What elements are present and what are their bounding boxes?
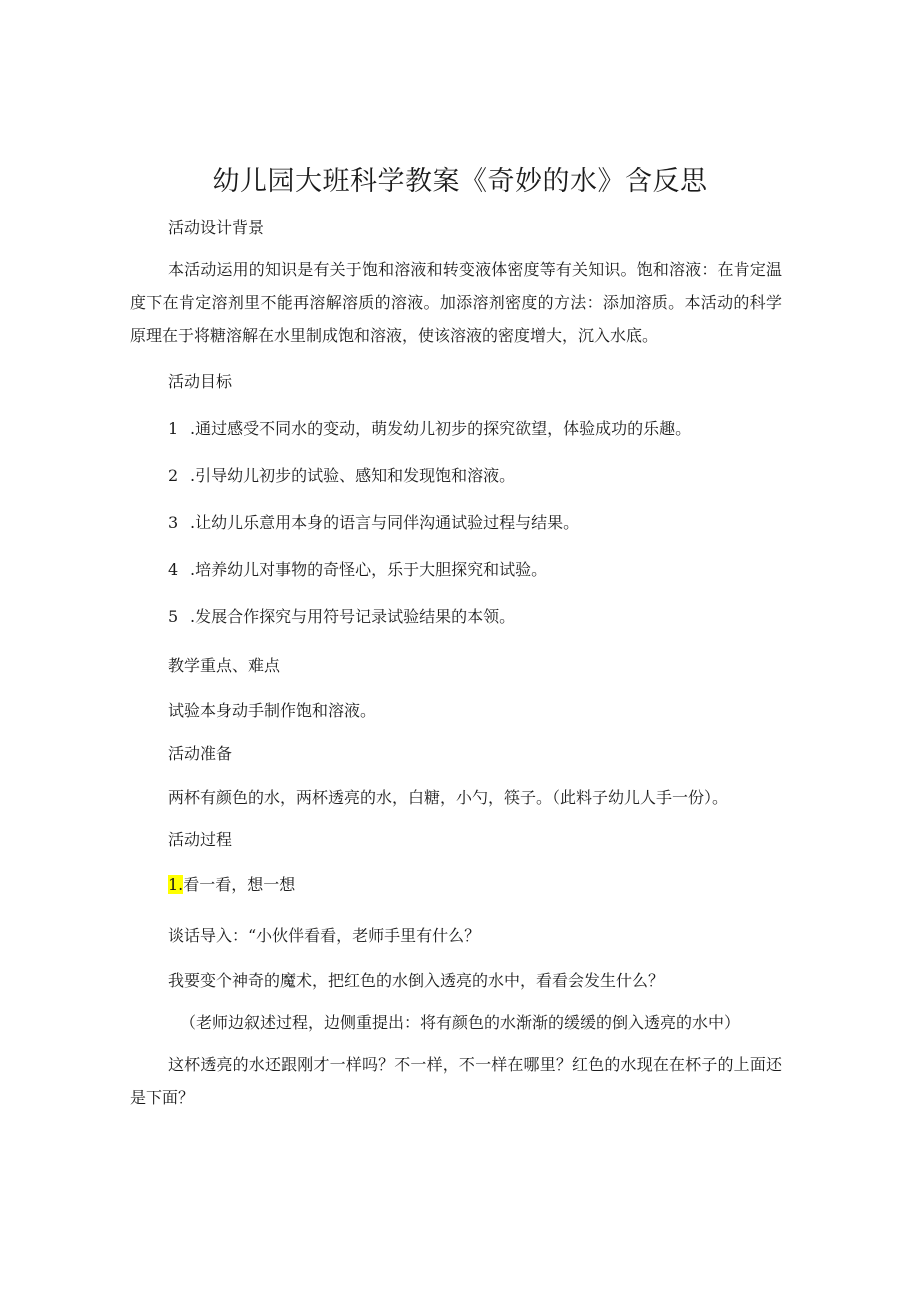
goal-number: 4 bbox=[168, 560, 179, 579]
goal-text: .让幼儿乐意用本身的语言与同伴沟通试验过程与结果。 bbox=[190, 513, 580, 532]
step-title: 看一看，想一想 bbox=[183, 875, 296, 894]
goal-item bbox=[168, 558, 547, 582]
process-paragraph: 我要变个神奇的魔术，把红色的水倒入透亮的水中，看看会发生什么？ bbox=[168, 971, 665, 990]
process-paragraph: 谈话导入：“小伙伴看看，老师手里有什么？ bbox=[168, 926, 481, 945]
document-title: 幼儿园大班科学教案《奇妙的水》含反思 bbox=[212, 166, 708, 197]
goal-number: 3 bbox=[168, 513, 179, 532]
prep-heading: 活动准备 bbox=[168, 744, 233, 763]
goal-text: .通过感受不同水的变动，萌发幼儿初步的探究欲望，体验成功的乐趣。 bbox=[190, 419, 692, 438]
prep-text: 两杯有颜色的水，两杯透亮的水，白糖，小勺，筷子。（此料子幼儿人手一份）。 bbox=[168, 788, 729, 807]
goal-item bbox=[168, 605, 515, 629]
key-points-text: 试验本身动手制作饱和溶液。 bbox=[168, 701, 377, 720]
process-heading: 活动过程 bbox=[168, 830, 233, 849]
process-paragraph: 这杯透亮的水还跟刚才一样吗？不一样，不一样在哪里？红色的水现在在杯子的上面还是下面？ bbox=[130, 1055, 782, 1107]
goal-item bbox=[168, 511, 579, 535]
goal-text: .发展合作探究与用符号记录试验结果的本领。 bbox=[190, 607, 516, 626]
goals-heading: 活动目标 bbox=[168, 372, 233, 391]
goal-number: 5 bbox=[168, 607, 179, 626]
goal-number: 1 bbox=[168, 419, 179, 438]
goal-text: .培养幼儿对事物的奇怪心，乐于大胆探究和试验。 bbox=[190, 560, 548, 579]
process-paragraph: （老师边叙述过程，边侧重提出：将有颜色的水渐渐的缓缓的倒入透亮的水中） bbox=[180, 1013, 741, 1032]
step-heading bbox=[168, 873, 295, 897]
background-heading: 活动设计背景 bbox=[168, 218, 265, 237]
background-paragraph: 本活动运用的知识是有关于饱和溶液和转变液体密度等有关知识。饱和溶液：在肯定温度下在肯定溶剂里不能再溶解溶质的溶液。加添溶剂密度的方法：添加溶质。本活动的科学原理在于将糖溶解在水里制成饱和溶液，使该溶液的密度增大，沉入水底。 bbox=[130, 260, 782, 345]
goal-item bbox=[168, 417, 691, 441]
key-points-heading: 教学重点、难点 bbox=[168, 656, 281, 675]
goal-text: .引导幼儿初步的试验、感知和发现饱和溶液。 bbox=[190, 466, 516, 485]
goal-number: 2 bbox=[168, 466, 179, 485]
goal-item bbox=[168, 464, 515, 488]
highlighted-step-number: 1. bbox=[168, 875, 184, 894]
